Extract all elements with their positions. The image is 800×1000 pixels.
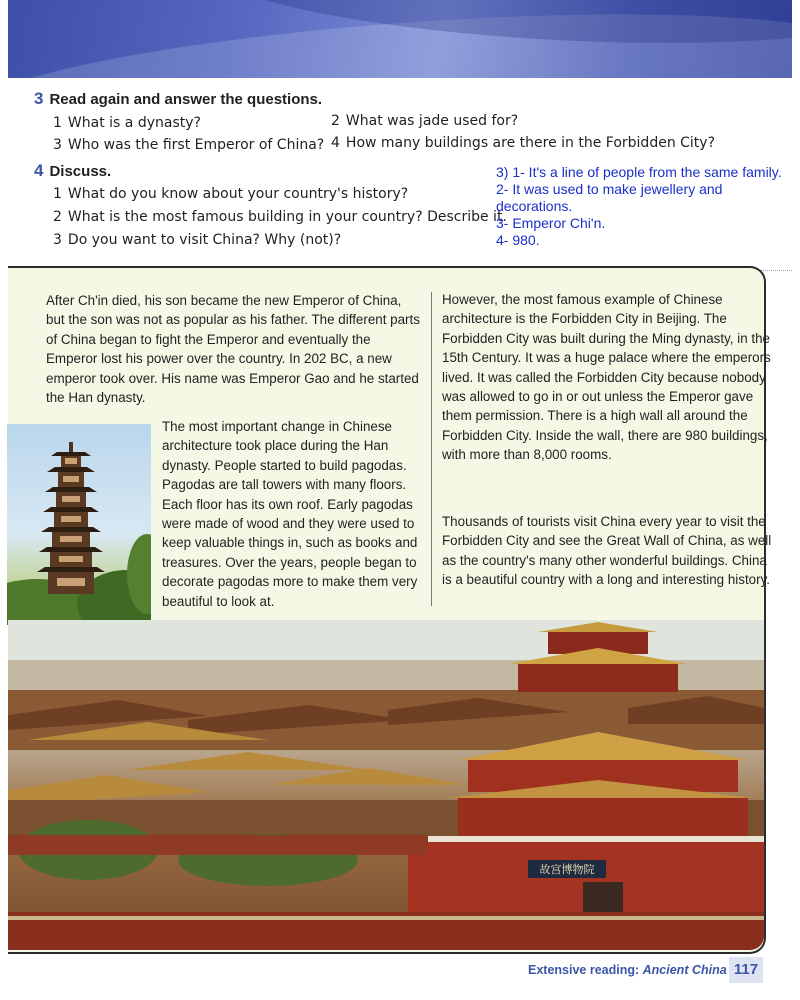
forbidden-city-illustration: [8, 620, 764, 950]
question-number: 2: [53, 209, 62, 225]
question-number: 3: [53, 232, 62, 248]
exercise-4-question-2: [53, 209, 507, 225]
question-number: 3: [53, 137, 62, 153]
question-number: 1: [53, 186, 62, 202]
question-text: How many buildings are there in the Forbidden City?: [345, 135, 716, 151]
question-text: Do you want to visit China? Why (not)?: [67, 232, 342, 248]
answer-2: 2- It was used to make jewellery and decorations.: [496, 181, 723, 214]
page-number: 117: [729, 957, 763, 983]
column-divider: [431, 292, 432, 606]
question-text: What was jade used for?: [345, 113, 519, 129]
exercise-4-question-1: [53, 186, 408, 202]
pagoda-photo: [7, 424, 151, 625]
question-number: 2: [331, 113, 340, 129]
exercise-3-question-3: [53, 137, 324, 153]
exercise-4-heading: [34, 161, 111, 181]
answer-4: 4- 980.: [496, 232, 540, 248]
exercise-3-heading: [34, 89, 322, 109]
footer-topic: Ancient China: [642, 963, 727, 977]
footer-section-label: [528, 963, 727, 977]
question-text: Who was the first Emperor of China?: [67, 137, 325, 153]
footer-label-text: Extensive reading:: [528, 963, 640, 977]
forbidden-city-photo: [8, 620, 764, 950]
reading-left-paragraph-2: The most important change in Chinese architecture took place during the Han dynasty. People started to build pagodas. Pagodas are tall towers with many floors. Each floor has its own roof. Early pagodas were made of wood and they were used to keep valuable things in, such as books and treasures. Over the years, people began to decorate pagodas more to make them very beautiful to look at.: [162, 419, 418, 609]
question-text: What is a dynasty?: [67, 115, 201, 131]
exercise-3-question-4: [331, 135, 715, 151]
header-banner: [8, 0, 792, 78]
answer-3: 3- Emperor Chi'n.: [496, 215, 606, 231]
gate-sign: 故宫博物院: [539, 863, 595, 876]
reading-right-paragraph-1: However, the most famous example of Chinese architecture is the Forbidden City in Beijing. The Forbidden City was built during the Ming dynasty, in the 15th Century. It was a huge palace where the emperors lived. It was called the Forbidden City because nobody was allowed to go in or out unless the Emperor gave them permission. There is a high wall all around the Forbidden City. Inside the wall, there are 980 buildings, with more than 8,000 rooms.: [442, 292, 771, 463]
reading-left-paragraph-1: After Ch'in died, his son became the new Emperor of China, but the son was not as popular as his father. The different parts of China began to fight the Emperor and eventually the Emperor lost his power over the country. In 202 BC, a new emperor took over. His name was Emperor Gao and he started the Han dynasty.: [46, 293, 420, 406]
exercise-4-title: Discuss.: [49, 163, 112, 180]
exercise-3-question-2: [331, 113, 518, 129]
question-number: 4: [331, 135, 340, 151]
question-number: 1: [53, 115, 62, 131]
answer-1: 3) 1- It's a line of people from the same family.: [496, 164, 782, 180]
question-text: What is the most famous building in your country? Describe it.: [67, 209, 507, 225]
exercise-4-question-3: [53, 232, 341, 248]
pagoda-illustration: [7, 424, 151, 625]
exercise-3-question-1: [53, 115, 201, 131]
exercise-4-number: 4: [34, 161, 44, 180]
exercise-3-number: 3: [34, 89, 44, 108]
student-answers: [496, 164, 786, 249]
exercise-3-title: Read again and answer the questions.: [49, 91, 323, 108]
reading-right-paragraph-2: Thousands of tourists visit China every year to visit the Forbidden City and see the Great Wall of China, as well as the country's many other wonderful buildings. China is a beautiful country with a long and interesting history.: [442, 514, 772, 588]
question-text: What do you know about your country's history?: [67, 186, 409, 202]
